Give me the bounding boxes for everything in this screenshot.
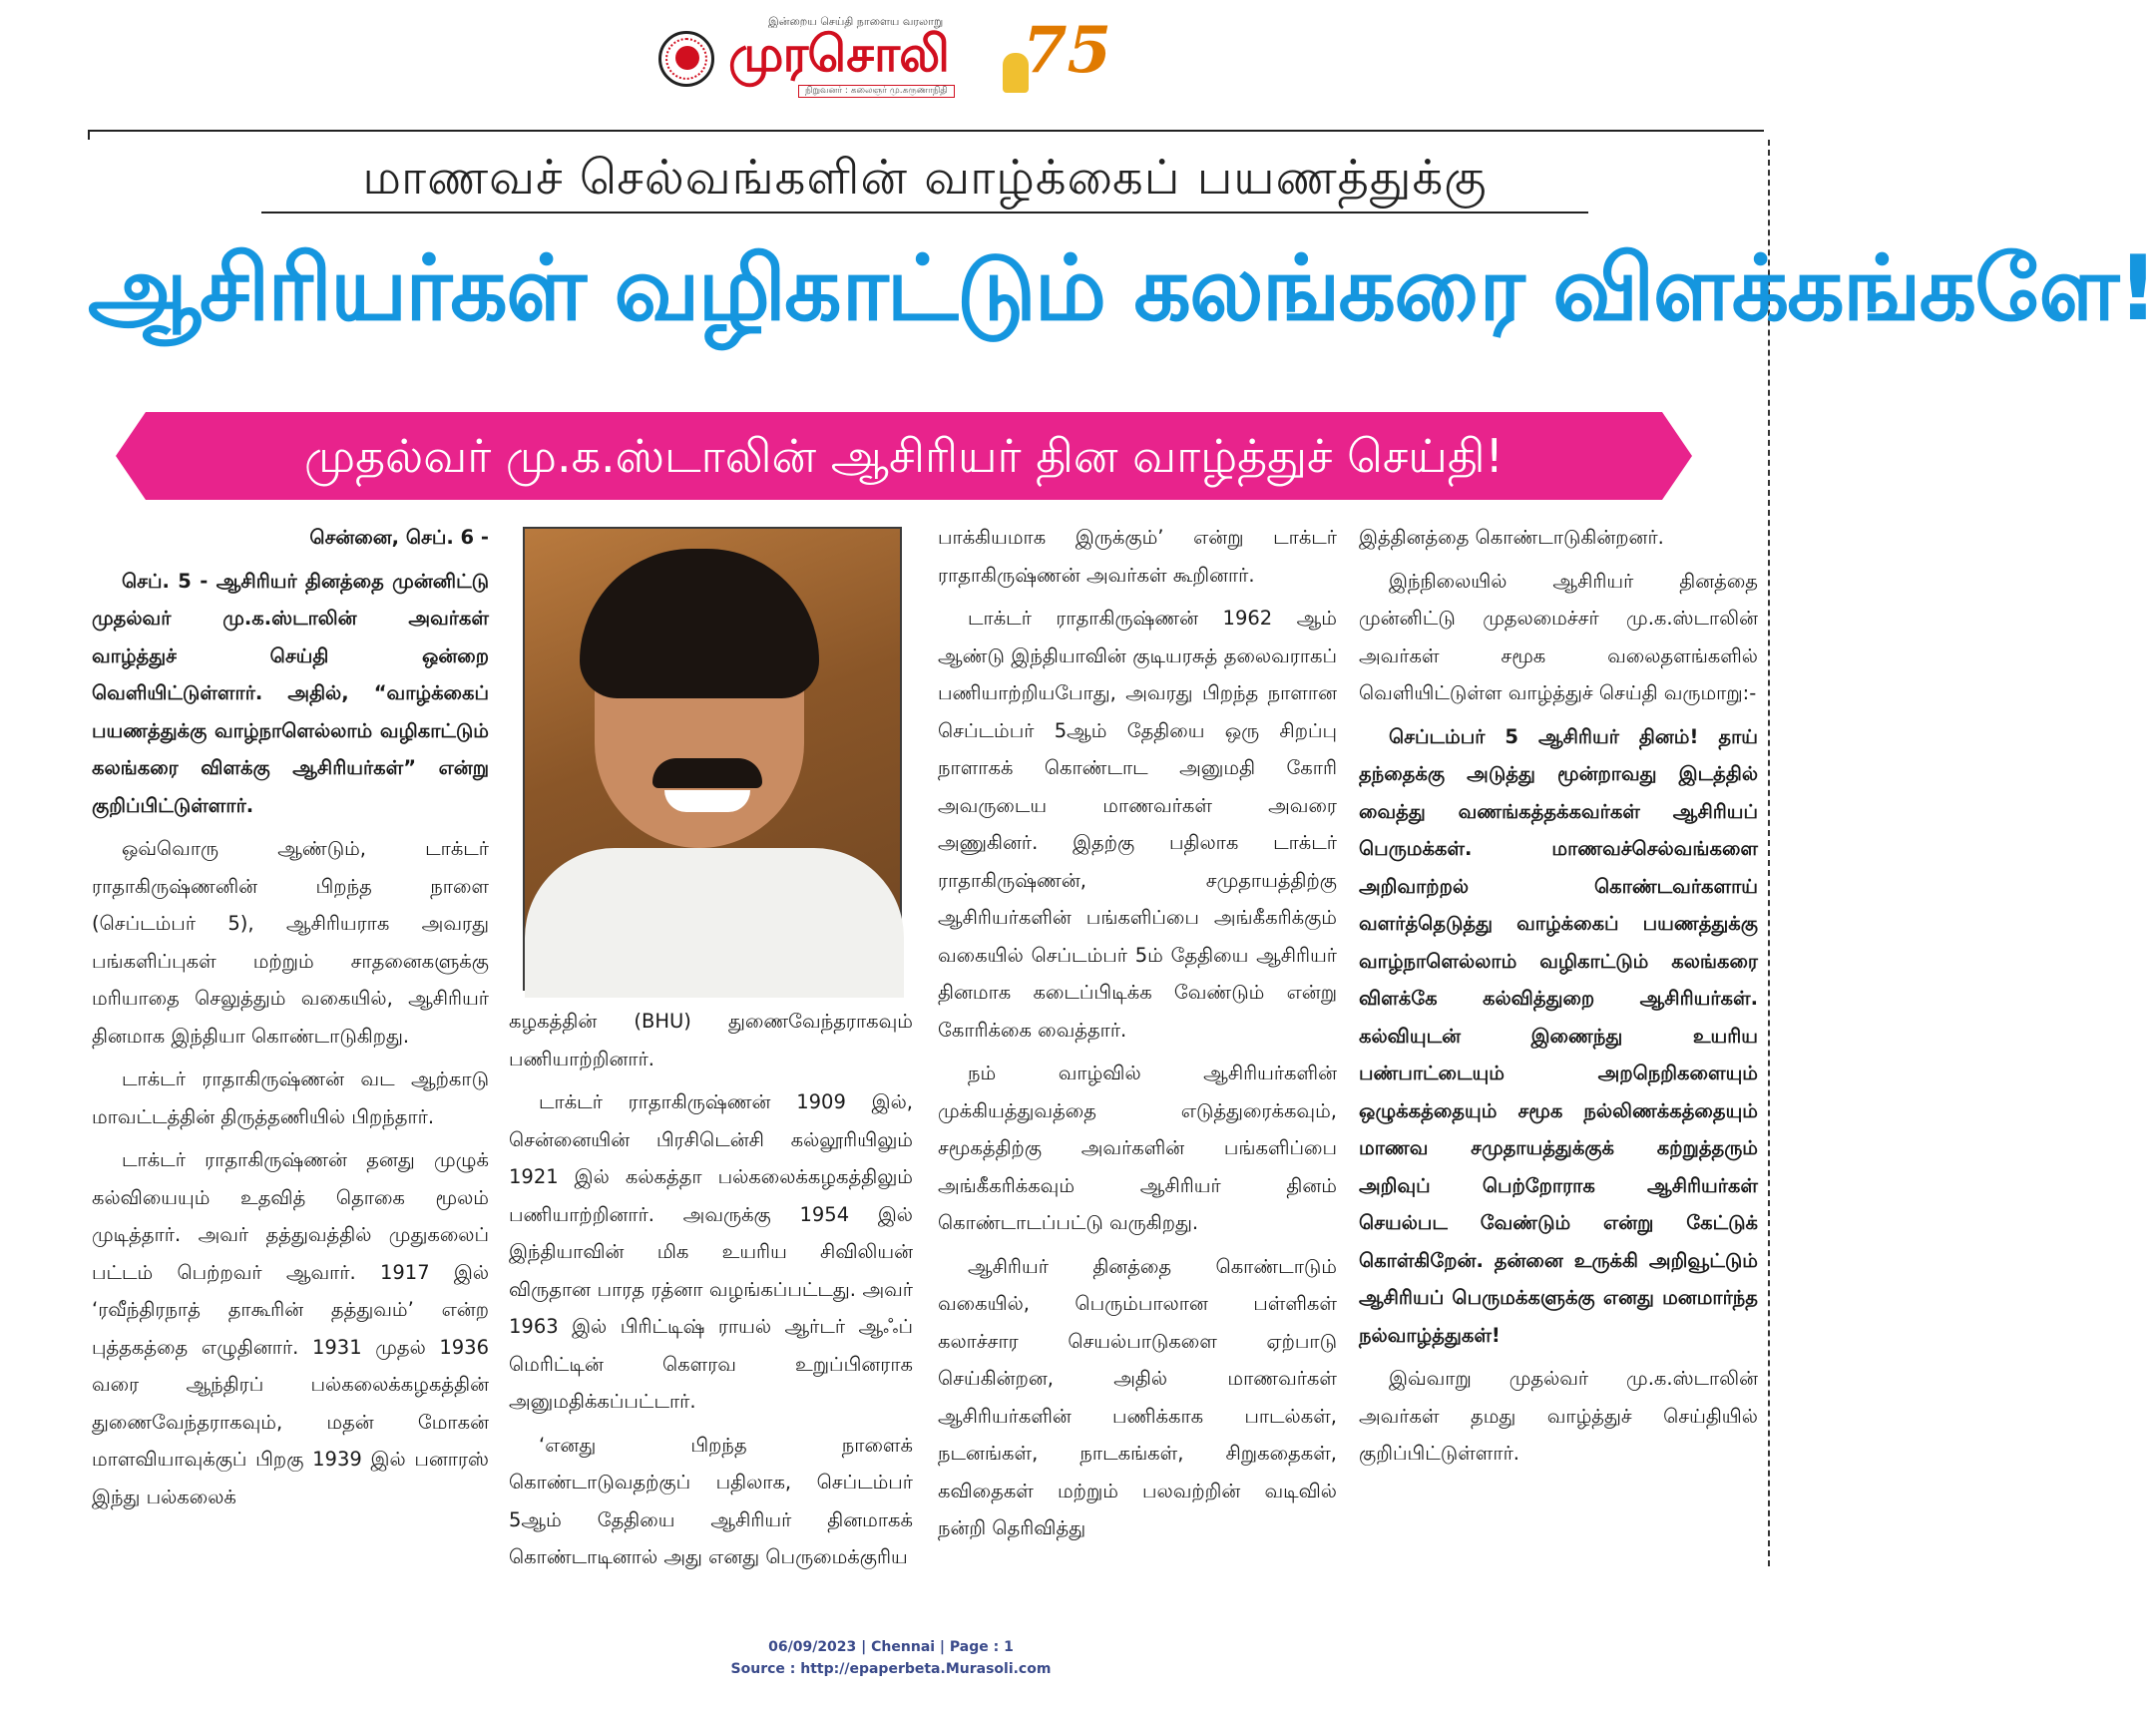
party-seal-icon [658, 31, 714, 87]
dateline: சென்னை, செப். 6 - [309, 526, 489, 549]
article-paragraph: இவ்வாறு முதல்வர் மு.க.ஸ்டாலின் அவர்கள் தமது வாழ்த்துச் செய்தியில் குறிப்பிட்டுள்ளார். [1359, 1367, 1758, 1465]
page-frame-top [88, 130, 1764, 132]
article-paragraph: ‘எனது பிறந்த நாளைக் கொண்டாடுவதற்குப் பதிலாக, செப்டம்பர் 5ஆம் தேதியை ஆசிரியர் தினமாகக் கொண்டாடினால் அது எனது பெருமைக்குரிய [509, 1433, 913, 1568]
article-column-4 [1359, 519, 1758, 1479]
subheadline: முதல்வர் மு.க.ஸ்டாலின் ஆசிரியர் தின வாழ்த்துச் செய்தி! [304, 429, 1504, 483]
page-frame-left [88, 130, 90, 140]
main-headline: ஆசிரியர்கள் வழிகாட்டும் கலங்கரை விளக்கங்களே! [88, 236, 2156, 341]
kicker-underline [261, 212, 1588, 214]
article-quote: செப்டம்பர் 5 ஆசிரியர் தினம்! தாய் தந்தைக்கு அடுத்து மூன்றாவது இடத்தில் வைத்து வணங்கத்தக்கவர்கள் ஆசிரியப் பெருமக்கள். மாணவச்செல்வங்களை அறிவாற்றல் கொண்டவர்களாய் வளர்த்தெடுத்து வாழ்க்கைப் பயணத்துக்கு வாழ்நாளெல்லாம் வழிகாட்டும் கலங்கரை விளக்கே கல்வித்துறை ஆசிரியர்கள். கல்வியுடன் இணைந்து உயரிய பண்பாட்டையும் அறநெறிகளையும் ஒழுக்கத்தையும் சமூக நல்லிணக்கத்தையும் மாணவ சமுதாயத்துக்குக் கற்றுத்தரும் அறிவுப் பெற்றோராக ஆசிரியர்கள் செயல்பட வேண்டும் என்று கேட்டுக் கொள்கிறேன். தன்னை உருக்கி அறிவூட்டும் ஆசிரியப் பெருமக்களுக்கு எனது மனமார்ந்த நல்வாழ்த்துகள்! [1359, 724, 1758, 1347]
masthead-founder: நிறுவனர் : கலைஞர் மு.கருணாநிதி [798, 85, 955, 98]
page-frame-right [1768, 140, 1770, 1566]
article-paragraph: நம் வாழ்வில் ஆசிரியர்களின் முக்கியத்துவத்தை எடுத்துரைக்கவும், சமூகத்திற்கு அவர்களின் பங்களிப்பை அங்கீகரிக்கவும் ஆசிரியர் தினம் கொண்டாடப்பட்டு வருகிறது. [938, 1062, 1337, 1234]
article-paragraph: டாக்டர் ராதாகிருஷ்ணன் தனது முழுக் கல்வியையும் உதவித் தொகை மூலம் முடித்தார். அவர் தத்துவத்தில் முதுகலைப் பட்டம் பெற்றவர் ஆவார். 1917 இல் ‘ரவீந்திரநாத் தாகூரின் தத்துவம்’ என்ற புத்தகத்தை எழுதினார். 1931 முதல் 1936 வரை ஆந்திரப் பல்கலைக்கழகத்தின் துணைவேந்தராகவும், மதன் மோகன் மாளவியாவுக்குப் பிறகு 1939 இல் பனாரஸ் இந்து பல்கலைக் [92, 1148, 489, 1508]
article-paragraph: டாக்டர் ராதாகிருஷ்ணன் 1962 ஆம் ஆண்டு இந்தியாவின் குடியரசுத் தலைவராகப் பணியாற்றியபோது, அவரது பிறந்த நாளான செப்டம்பர் 5ஆம் தேதியை ஒரு சிறப்பு நாளாகக் கொண்டாட அனுமதி கோரி அவருடைய மாணவர்கள் அவரை அணுகினர். இதற்கு பதிலாக டாக்டர் ராதாகிருஷ்ணன், சமுதாயத்திற்கு ஆசிரியர்களின் பங்களிப்பை அங்கீகரிக்கும் வகையில் செப்டம்பர் 5ம் தேதியை ஆசிரியர் தினமாக கடைப்பிடிக்க வேண்டும் என்று கோரிக்கை வைத்தார். [938, 607, 1337, 1042]
kicker-headline: மாணவச் செல்வங்களின் வாழ்க்கைப் பயணத்துக்கு [362, 150, 1488, 206]
footer-source-link[interactable]: Source : http://epaperbeta.Murasoli.com [730, 1661, 1052, 1677]
article-paragraph: பாக்கியமாக இருக்கும்’ என்று டாக்டர் ராதாகிருஷ்ணன் அவர்கள் கூறினார். [938, 526, 1337, 587]
portrait-photo [523, 527, 902, 991]
masthead [658, 15, 1117, 97]
article-column-2 [509, 1003, 913, 1582]
article-paragraph: இந்நிலையில் ஆசிரியர் தினத்தை முன்னிட்டு முதலமைச்சர் மு.க.ஸ்டாலின் அவர்கள் சமூக வலைதளங்களில் வெளியிட்டுள்ள வாழ்த்துச் செய்தி வருமாறு:- [1359, 569, 1758, 704]
anniversary-emblem: 75 [1023, 13, 1112, 88]
article-paragraph: ஒவ்வொரு ஆண்டும், டாக்டர் ராதாகிருஷ்ணனின் பிறந்த நாளை (செப்டம்பர் 5), ஆசிரியராக அவரது பங்களிப்புகள் மற்றும் சாதனைகளுக்கு மரியாதை செலுத்தும் வகையில், ஆசிரியர் தினமாக இந்தியா கொண்டாடுகிறது. [92, 837, 489, 1048]
page-footer [0, 1636, 1782, 1680]
article-column-1 [92, 519, 489, 1521]
article-paragraph: இத்தினத்தை கொண்டாடுகின்றனர். [1359, 526, 1664, 549]
article-paragraph: கழகத்தின் (BHU) துணைவேந்தராகவும் பணியாற்றினார். [509, 1010, 913, 1070]
footer-date-page: 06/09/2023 | Chennai | Page : 1 [768, 1639, 1014, 1655]
article-paragraph: டாக்டர் ராதாகிருஷ்ணன் வட ஆற்காடு மாவட்டத்தின் திருத்தணியில் பிறந்தார். [92, 1068, 489, 1128]
article-column-3 [938, 519, 1337, 1553]
article-paragraph: செப். 5 - ஆசிரியர் தினத்தை முன்னிட்டு முதல்வர் மு.க.ஸ்டாலின் அவர்கள் வாழ்த்துச் செய்தி ஒன்றை வெளியிட்டுள்ளார். அதில், “வாழ்க்கைப் பயணத்துக்கு வாழ்நாளெல்லாம் வழிகாட்டும் கலங்கரை விளக்கு ஆசிரியர்கள்” என்று குறிப்பிட்டுள்ளார். [92, 569, 489, 817]
masthead-tagline: இன்றைய செய்தி நாளைய வரலாறு [768, 15, 944, 28]
article-paragraph: ஆசிரியர் தினத்தை கொண்டாடும் வகையில், பெரும்பாலான பள்ளிகள் கலாச்சார செயல்பாடுகளை ஏற்பாடு செய்கின்றன, அதில் மாணவர்கள் ஆசிரியர்களின் பணிக்காக பாடல்கள், நடனங்கள், நாடகங்கள், சிறுகதைகள், கவிதைகள் மற்றும் பலவற்றின் வடிவில் நன்றி தெரிவித்து [938, 1254, 1337, 1539]
article-paragraph: டாக்டர் ராதாகிருஷ்ணன் 1909 இல், சென்னையின் பிரசிடென்சி கல்லூரியிலும் 1921 இல் கல்கத்தா பல்கலைக்கழகத்திலும் பணியாற்றினார். அவருக்கு 1954 இல் இந்தியாவின் மிக உயரிய சிவிலியன் விருதான பாரத ரத்னா வழங்கப்பட்டது. அவர் 1963 இல் பிரிட்டிஷ் ராயல் ஆர்டர் ஆஃப் மெரிட்டின் கௌரவ உறுப்பினராக அனுமதிக்கப்பட்டார். [509, 1090, 913, 1413]
newspaper-logo: முரசொலி [728, 25, 949, 83]
subheadline-banner [146, 412, 1662, 500]
